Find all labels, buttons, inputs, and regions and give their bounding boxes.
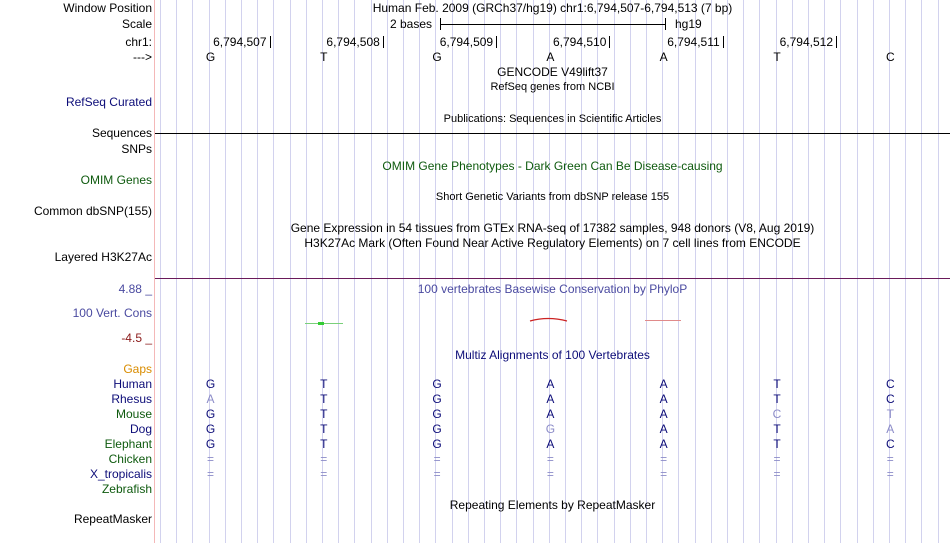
refseq-track-subtitle[interactable]: RefSeq genes from NCBI	[490, 81, 615, 93]
species-label-mouse[interactable]: Mouse	[115, 407, 152, 421]
phylop-wiggle	[155, 308, 950, 332]
alignment-base: =	[206, 452, 214, 466]
alignment-base: C	[772, 407, 782, 421]
ruler-position-label: 6,794,509	[439, 35, 494, 49]
phylop-track-label[interactable]: 100 Vert. Cons	[72, 306, 152, 320]
scale-bases-text: 2 bases	[390, 17, 433, 31]
ruler-tick	[383, 36, 384, 48]
ruler-tick	[270, 36, 271, 48]
window-position-value: Human Feb. 2009 (GRCh37/hg19) chr1:6,794,507-6,794,513 (7 bp)	[372, 1, 733, 15]
reference-base: C	[885, 50, 895, 64]
omim-genes-label[interactable]: OMIM Genes	[80, 173, 152, 187]
ruler-position-label: 6,794,507	[213, 35, 267, 49]
alignment-base: A	[546, 377, 555, 391]
alignment-base: G	[432, 422, 442, 436]
alignment-base: C	[885, 437, 895, 451]
ruler-position-label: 6,794,508	[326, 35, 380, 49]
ruler-tick	[609, 36, 610, 48]
alignment-base: G	[432, 407, 442, 421]
refseq-curated-label[interactable]: RefSeq Curated	[65, 95, 152, 109]
chrom-label: chr1:	[125, 35, 152, 49]
alignment-base: G	[432, 377, 442, 391]
alignment-base: A	[546, 437, 555, 451]
alignment-base: A	[886, 422, 895, 436]
species-label-dog[interactable]: Dog	[129, 422, 152, 436]
ruler-tick	[723, 36, 724, 48]
alignment-base: =	[206, 467, 214, 481]
conservation-divider	[155, 278, 950, 279]
alignment-base: G	[545, 422, 556, 436]
alignment-base: T	[320, 437, 328, 451]
alignment-base: T	[773, 437, 781, 451]
alignment-base: =	[546, 467, 554, 481]
alignment-base: G	[432, 437, 442, 451]
common-dbsnp-label[interactable]: Common dbSNP(155)	[33, 204, 152, 218]
species-label-chicken[interactable]: Chicken	[108, 452, 152, 466]
alignment-base: G	[432, 392, 442, 406]
scale-assembly-text: hg19	[675, 17, 702, 31]
reference-base: A	[659, 50, 668, 64]
phylop-max-value: 4.88 _	[118, 282, 152, 296]
reference-base: G	[432, 50, 442, 64]
alignment-base: A	[206, 392, 215, 406]
alignment-base: G	[205, 407, 216, 421]
h3k27-track-title[interactable]: H3K27Ac Mark (Often Found Near Active Regulatory Elements) on 7 cell lines from ENCODE	[304, 236, 801, 250]
alignment-base: T	[773, 392, 781, 406]
alignment-base: C	[885, 377, 895, 391]
alignment-base: =	[773, 467, 781, 481]
alignment-base: C	[885, 392, 895, 406]
ruler-tick	[836, 36, 837, 48]
alignment-base: =	[886, 452, 894, 466]
window-position-label: Window Position	[63, 1, 152, 15]
scale-bar-left-cap	[440, 18, 441, 30]
alignment-base: T	[320, 422, 328, 436]
alignment-base: A	[659, 377, 668, 391]
alignment-base: A	[659, 392, 668, 406]
sequences-label[interactable]: Sequences	[91, 126, 152, 140]
alignment-base: T	[320, 407, 328, 421]
scale-label: Scale	[121, 17, 152, 31]
strand-label: --->	[133, 50, 152, 64]
multiz-track-title[interactable]: Multiz Alignments of 100 Vertebrates	[455, 348, 650, 362]
alignment-base: G	[205, 422, 216, 436]
species-label-human[interactable]: Human	[113, 377, 152, 391]
alignment-base: =	[660, 467, 668, 481]
ruler-position-label: 6,794,511	[667, 35, 720, 49]
alignment-base: =	[773, 452, 781, 466]
alignment-base: G	[205, 437, 216, 451]
sequences-divider	[155, 133, 950, 134]
species-label-elephant[interactable]: Elephant	[104, 437, 152, 451]
layered-h3k27ac-label[interactable]: Layered H3K27Ac	[54, 250, 152, 264]
alignment-base: T	[320, 377, 328, 391]
alignment-base: =	[433, 452, 441, 466]
alignment-base: =	[660, 452, 668, 466]
alignment-base: A	[546, 407, 555, 421]
alignment-base: A	[546, 392, 555, 406]
alignment-base: T	[886, 407, 894, 421]
alignment-base: G	[205, 377, 216, 391]
repeatmasker-label[interactable]: RepeatMasker	[73, 512, 152, 526]
snps-label[interactable]: SNPs	[121, 142, 152, 156]
species-label-zebrafish[interactable]: Zebrafish	[101, 482, 152, 496]
gaps-label[interactable]: Gaps	[123, 362, 152, 376]
scale-bar	[440, 24, 666, 25]
dbsnp-track-title[interactable]: Short Genetic Variants from dbSNP release 155	[435, 191, 670, 203]
alignment-base: A	[659, 437, 668, 451]
alignment-base: =	[320, 452, 328, 466]
repeatmasker-track-title[interactable]: Repeating Elements by RepeatMasker	[449, 498, 656, 512]
species-label-x_tropicalis[interactable]: X_tropicalis	[89, 467, 152, 481]
ruler-position-label: 6,794,510	[553, 35, 607, 49]
alignment-base: =	[320, 467, 328, 481]
alignment-base: =	[886, 467, 894, 481]
reference-base: T	[773, 50, 781, 64]
alignment-base: T	[320, 392, 328, 406]
gencode-track-title[interactable]: GENCODE V49lift37	[497, 65, 608, 79]
ruler-tick	[496, 36, 497, 48]
reference-base: A	[546, 50, 555, 64]
scale-bar-right-cap	[665, 18, 666, 30]
alignment-base: A	[659, 407, 668, 421]
phylop-min-value: -4.5 _	[121, 331, 152, 345]
alignment-base: T	[773, 422, 781, 436]
alignment-base: A	[659, 422, 668, 436]
reference-base: G	[205, 50, 216, 64]
publications-track-title[interactable]: Publications: Sequences in Scientific Articles	[443, 113, 662, 125]
species-label-rhesus[interactable]: Rhesus	[111, 392, 152, 406]
omim-track-title[interactable]: OMIM Gene Phenotypes - Dark Green Can Be Disease-causing	[382, 159, 723, 173]
alignment-base: =	[433, 467, 441, 481]
alignment-base: T	[773, 377, 781, 391]
reference-base: T	[320, 50, 328, 64]
gtex-track-title[interactable]: Gene Expression in 54 tissues from GTEx RNA-seq of 17382 samples, 948 donors (V8, Aug 2019)	[290, 221, 815, 235]
ruler-position-label: 6,794,512	[779, 35, 833, 49]
phylop-track-title[interactable]: 100 vertebrates Basewise Conservation by PhyloP	[417, 282, 688, 296]
alignment-base: =	[546, 452, 554, 466]
